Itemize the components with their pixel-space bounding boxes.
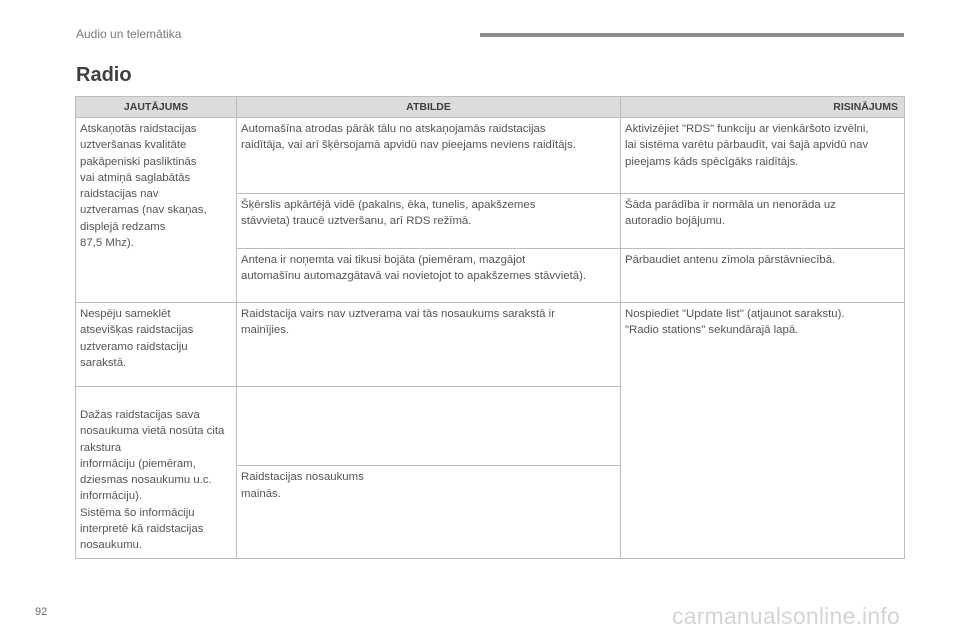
solution-cell: Nospiediet "Update list" (atjaunot sarakstu). "Radio stations" sekundārajā lapā. xyxy=(621,303,905,559)
answer-cell: Šķērslis apkārtējā vidē (pakalns, ēka, tunelis, apakšzemes stāvvieta) traucē uztveršanu, arī RDS režīmā. xyxy=(237,194,621,249)
page-number: 92 xyxy=(35,606,48,618)
solution-cell: Pārbaudiet antenu zīmola pārstāvniecībā. xyxy=(621,249,905,303)
answer-cell: Automašīna atrodas pārāk tālu no atskaņojamās raidstacijas raidītāja, vai arī šķērsojamā apvidū nav pieejams neviens raidītājs. xyxy=(237,118,621,194)
column-header-answer: ATBILDE xyxy=(237,97,621,118)
header-divider-bar xyxy=(480,33,904,37)
question-cell: Atskaņotās raidstacijas uztveršanas kvalitāte pakāpeniski pasliktinās vai atmiņā saglabātās raidstacijas nav uztveramas (nav skaņas, displejā redzams 87,5 Mhz). xyxy=(76,118,237,303)
column-header-question: JAUTĀJUMS xyxy=(76,97,237,118)
table-row xyxy=(76,303,905,387)
question-cell: Nespēju sameklēt atsevišķas raidstacijas uztveramo raidstaciju sarakstā. xyxy=(76,303,237,387)
table-header-row xyxy=(76,97,905,118)
question-cell: Raidstacijas nosaukums mainās. xyxy=(237,466,621,558)
table-row xyxy=(76,118,905,194)
column-header-solution: RISINĀJUMS xyxy=(621,97,905,118)
solution-cell: Šāda parādība ir normāla un nenorāda uz autoradio bojājumu. xyxy=(621,194,905,249)
page-title: Radio xyxy=(76,64,132,86)
watermark: carmanualsonline.info xyxy=(672,603,900,629)
answer-cell: Raidstacija vairs nav uztverama vai tās nosaukums sarakstā ir mainījies. xyxy=(237,303,621,387)
solution-cell: Aktivizējiet "RDS" funkciju ar vienkāršoto izvēlni, lai sistēma varētu pārbaudīt, vai šajā apvidū nav pieejams kāds spēcīgāks raidītājs. xyxy=(621,118,905,194)
troubleshooting-table xyxy=(75,96,905,559)
answer-cell: Antena ir noņemta vai tikusi bojāta (piemēram, mazgājot automašīnu automazgātavā vai novietojot to apakšzemes stāvvietā). xyxy=(237,249,621,303)
answer-cell: Dažas raidstacijas sava nosaukuma vietā nosūta cita rakstura informāciju (piemēram, dziesmas nosaukumu u.c. informāciju). Sistēma šo informāciju interpretē kā raidstacijas nosaukumu. xyxy=(76,387,237,559)
section-header: Audio un telemātika xyxy=(76,27,182,41)
